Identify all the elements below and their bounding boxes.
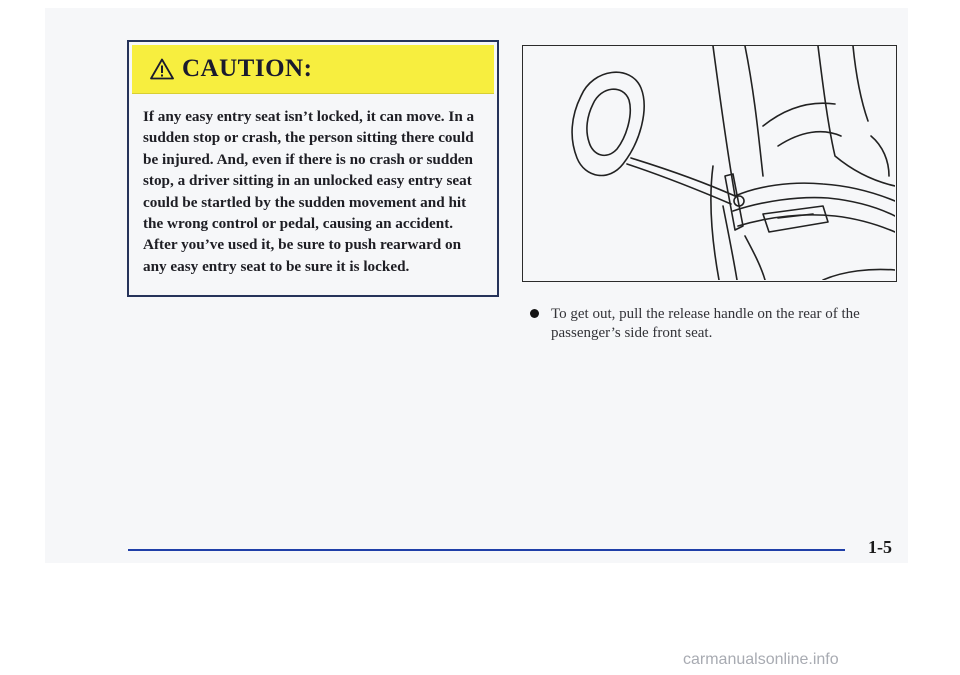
seat-release-handle-illustration: [522, 45, 897, 282]
seat-illustration-drawing: [523, 46, 895, 280]
caution-header: [132, 45, 494, 94]
caution-title: CAUTION:: [182, 55, 313, 82]
caution-text: If any easy entry seat isn’t locked, it can move. In a sudden stop or crash, the person sitting there could be injured. And, even if there is no crash or sudden stop, a driver sitting in an unlocked easy entry seat could be startled by the sudden movement and hit the wrong control or pedal, causing an accident. After you’ve used it, be sure to push rearward on any easy entry seat to be sure it is locked.: [143, 108, 475, 275]
bullet-dot: [530, 309, 539, 318]
caution-box: [127, 40, 499, 297]
page-number: 1-5: [868, 537, 892, 557]
bottom-watermark: carmanualsonline.info: [683, 651, 839, 668]
bullet-text: To get out, pull the release handle on the rear of the passenger’s side front seat.: [551, 306, 860, 341]
footer-rule: [128, 549, 845, 551]
warning-triangle-icon: [150, 58, 174, 80]
